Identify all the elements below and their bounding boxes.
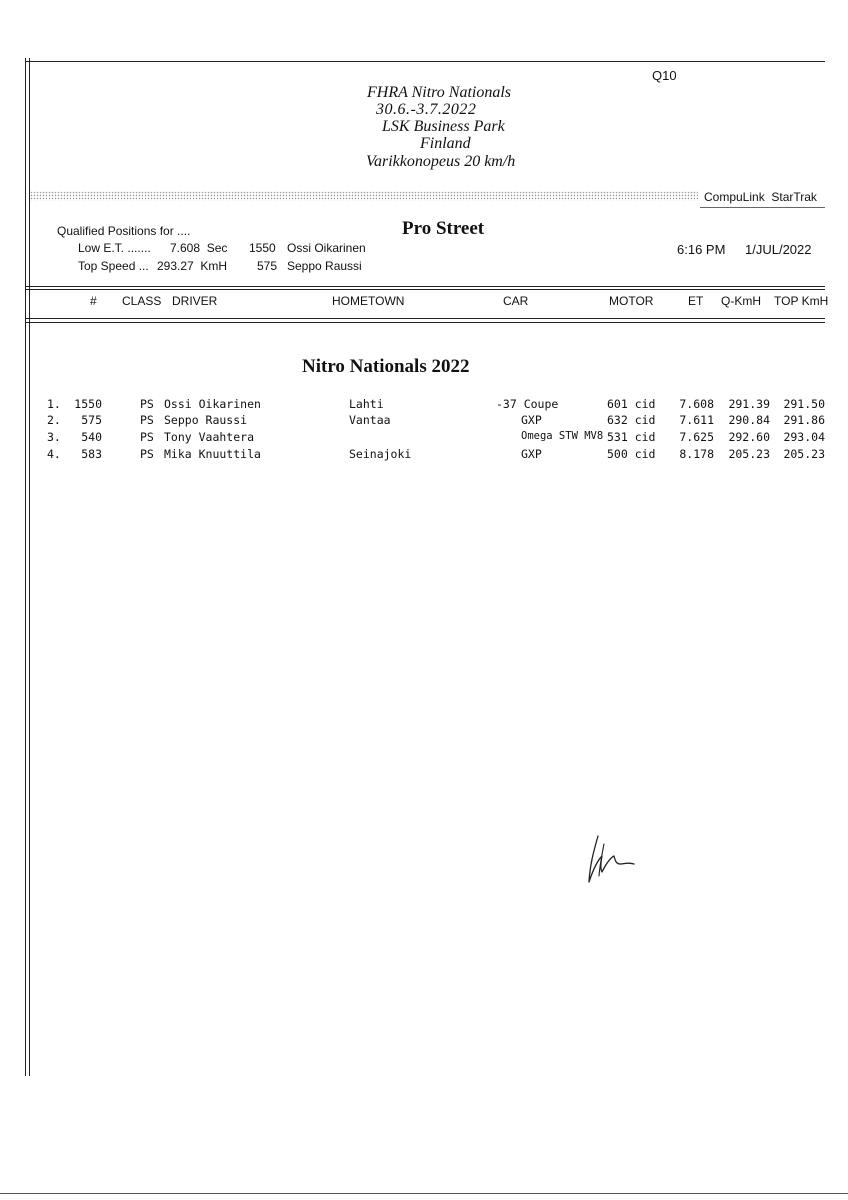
row-motor: 531 cid [607, 430, 656, 444]
row-et: 7.625 [679, 430, 714, 444]
event-country: Finland [420, 135, 471, 152]
class-title: Pro Street [402, 218, 485, 239]
header-rule-4 [25, 322, 825, 323]
col-qkmh: Q-KmH [721, 294, 761, 308]
row-class: PS [140, 447, 154, 461]
system-name: CompuLink StarTrak [704, 190, 817, 204]
row-qkmh: 292.60 [728, 430, 770, 444]
row-driver: Mika Knuuttila [164, 447, 261, 461]
top-rule [25, 61, 825, 62]
row-driver: Seppo Raussi [164, 413, 248, 427]
event-dates: 30.6.-3.7.2022 [376, 101, 477, 118]
row-topkmh: 291.86 [783, 413, 825, 427]
col-motor: MOTOR [609, 294, 654, 308]
signature-mark [582, 830, 642, 890]
row-car: -37 Coupe [496, 397, 559, 411]
row-position: 4. [47, 447, 61, 461]
row-et: 8.178 [679, 447, 714, 461]
row-class: PS [140, 397, 154, 411]
row-number: 1550 [74, 397, 102, 411]
low-et-value: 7.608 Sec [170, 241, 228, 255]
section-title: Nitro Nationals 2022 [302, 356, 470, 377]
report-time: 6:16 PM [677, 242, 726, 257]
low-et-driver: Ossi Oikarinen [287, 241, 366, 255]
top-speed-value: 293.27 KmH [157, 259, 228, 273]
row-motor: 601 cid [607, 397, 656, 411]
row-number: 540 [81, 430, 102, 444]
col-car: CAR [503, 294, 529, 308]
row-et: 7.608 [679, 397, 714, 411]
low-et-number: 1550 [249, 241, 276, 255]
row-motor: 500 cid [607, 447, 656, 461]
low-et-label: Low E.T. ....... [78, 241, 151, 255]
page-code: Q10 [652, 68, 677, 83]
header-rule-3 [25, 318, 825, 319]
system-rule [700, 207, 825, 208]
top-speed-label: Top Speed ... [78, 259, 149, 273]
signature [582, 830, 642, 895]
row-driver: Tony Vaahtera [164, 430, 255, 444]
qualified-label: Qualified Positions for .... [57, 224, 191, 238]
row-hometown: Vantaa [349, 413, 391, 427]
top-speed-driver: Seppo Raussi [287, 259, 362, 273]
row-hometown: Seinajoki [349, 447, 412, 461]
row-qkmh: 205.23 [728, 447, 770, 461]
row-number: 575 [81, 413, 102, 427]
row-topkmh: 291.50 [783, 397, 825, 411]
row-car: GXP [521, 447, 542, 461]
row-hometown: Lahti [349, 397, 384, 411]
row-position: 2. [47, 413, 61, 427]
row-class: PS [140, 430, 154, 444]
header-rule-2 [25, 289, 825, 290]
col-driver: DRIVER [172, 294, 218, 308]
left-border-inner [29, 58, 30, 1076]
row-class: PS [140, 413, 154, 427]
row-car: Omega STW MV8 [521, 430, 604, 442]
bottom-rule [0, 1193, 848, 1194]
row-driver: Ossi Oikarinen [164, 397, 261, 411]
row-car: GXP [521, 413, 542, 427]
row-number: 583 [81, 447, 102, 461]
event-title: FHRA Nitro Nationals [367, 84, 512, 101]
top-speed-number: 575 [257, 259, 278, 273]
row-et: 7.611 [679, 413, 714, 427]
dotted-band [30, 191, 698, 201]
row-qkmh: 290.84 [728, 413, 770, 427]
event-venue: LSK Business Park [382, 118, 505, 135]
row-position: 1. [47, 397, 61, 411]
row-qkmh: 291.39 [728, 397, 770, 411]
row-position: 3. [47, 430, 61, 444]
col-num: # [90, 294, 97, 308]
col-et: ET [688, 294, 704, 308]
header-rule-1 [25, 286, 825, 287]
report-date: 1/JUL/2022 [745, 242, 812, 257]
col-topkmh: TOP KmH [774, 294, 829, 308]
left-border [25, 58, 26, 1076]
col-hometown: HOMETOWN [332, 294, 405, 308]
event-pit-speed: Varikkonopeus 20 km/h [366, 153, 516, 170]
col-class: CLASS [122, 294, 162, 308]
row-topkmh: 293.04 [783, 430, 825, 444]
row-motor: 632 cid [607, 413, 656, 427]
row-topkmh: 205.23 [783, 447, 825, 461]
